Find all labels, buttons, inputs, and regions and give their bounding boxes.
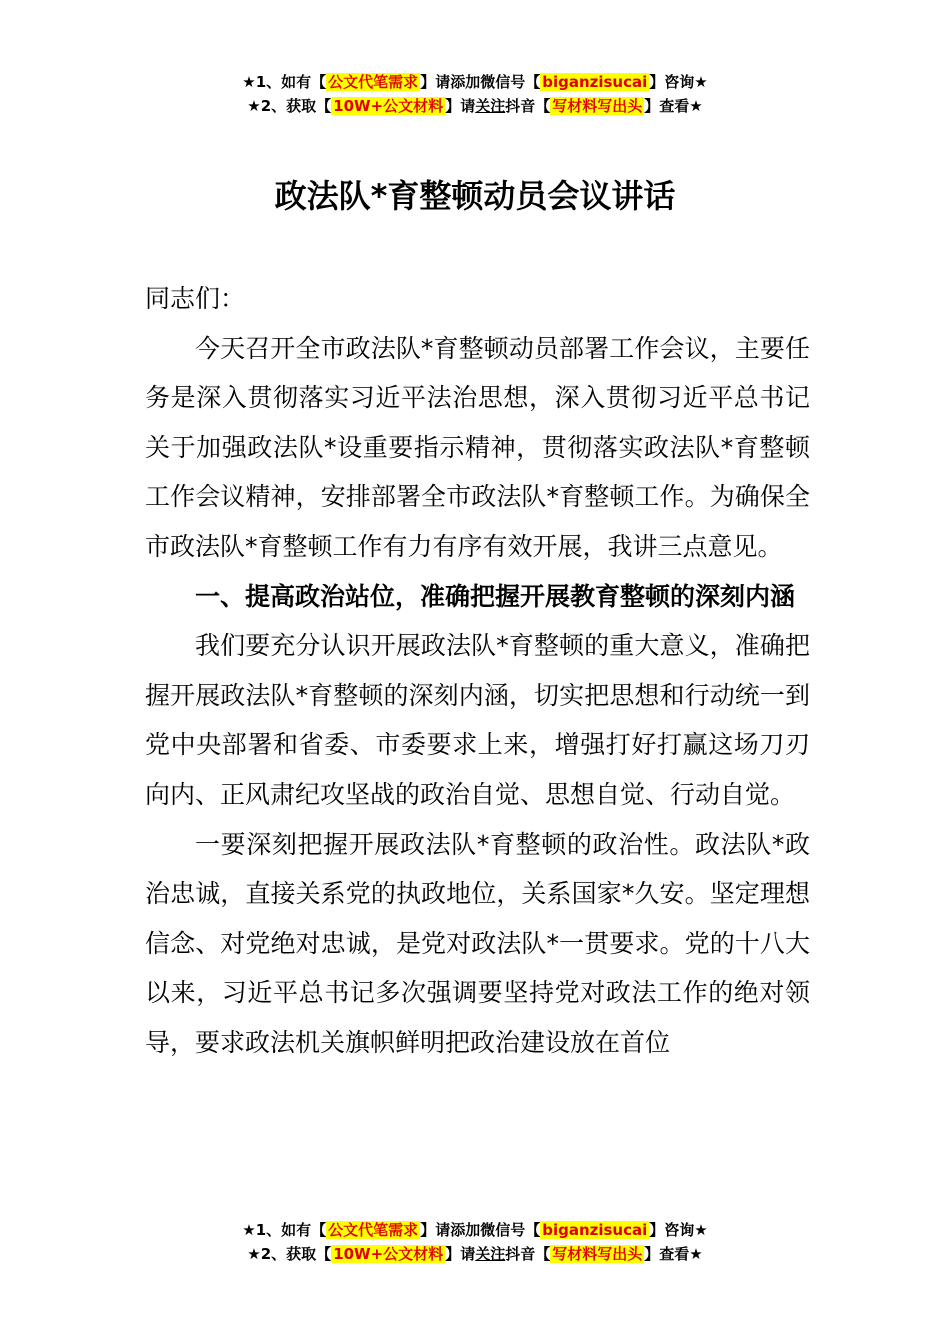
banner-highlight: 写材料写出头	[552, 1245, 643, 1263]
banner-text: 】请	[445, 1245, 476, 1263]
banner-highlight: 10W+公文材料	[333, 97, 444, 115]
banner-text: ★2、获取【	[247, 1245, 332, 1263]
banner-line-1	[0, 70, 950, 94]
banner-wechat-id: biganzisucai	[542, 1221, 648, 1239]
paragraph: 我们要充分认识开展政法队*育整顿的重大意义，准确把握开展政法队*育整顿的深刻内涵，切实把思想和行动统一到党中央部署和省委、市委要求上来，增强打好打赢这场刀刃向内、正风肃纪攻坚战的政治自觉、思想自觉、行动自觉。	[145, 631, 810, 809]
banner-text: 抖音【	[505, 97, 551, 115]
paragraph: 一要深刻把握开展政法队*育整顿的政治性。政法队*政治忠诚，直接关系党的执政地位，关系国家*久安。坚定理想信念、对党绝对忠诚，是党对政法队*一贯要求。党的十八大以来，习近平总书记多次强调要坚持党对政法工作的绝对领导，要求政法机关旗帜鲜明把政治建设放在首位	[145, 829, 810, 1057]
paragraph: 今天召开全市政法队*育整顿动员部署工作会议，主要任务是深入贯彻落实习近平法治思想，深入贯彻习近平总书记关于加强政法队*设重要指示精神，贯彻落实政法队*育整顿工作会议精神，安排部署全市政法队*育整顿工作。为确保全市政法队*育整顿工作有力有序有效开展，我讲三点意见。	[145, 333, 810, 561]
top-banner	[0, 70, 950, 118]
banner-text: ★2、获取【	[247, 97, 332, 115]
salutation: 同志们：	[145, 284, 246, 313]
banner-text: ★1、如有【	[242, 1221, 327, 1239]
banner-text: 】请	[445, 97, 476, 115]
bottom-banner	[0, 1218, 950, 1266]
section-heading: 一、提高政治站位，准确把握开展教育整顿的深刻内涵	[195, 581, 796, 611]
banner-text: 】请添加微信号【	[420, 73, 541, 91]
document-title: 政法队*育整顿动员会议讲话	[274, 177, 676, 215]
banner-text: 】查看★	[644, 97, 703, 115]
banner-text: ★1、如有【	[242, 73, 327, 91]
banner-wechat-id: biganzisucai	[542, 73, 648, 91]
banner-text: 】咨询★	[649, 73, 708, 91]
banner-text: 】咨询★	[649, 1221, 708, 1239]
banner-highlight: 写材料写出头	[552, 97, 643, 115]
banner-highlight: 10W+公文材料	[333, 1245, 444, 1263]
banner-highlight: 公文代笔需求	[328, 73, 419, 91]
banner-line-2	[0, 94, 950, 118]
banner-line-1	[0, 1218, 950, 1242]
banner-underline: 关注	[475, 1245, 506, 1263]
banner-highlight: 公文代笔需求	[328, 1221, 419, 1239]
banner-text: 】请添加微信号【	[420, 1221, 541, 1239]
banner-text: 抖音【	[505, 1245, 551, 1263]
document-body	[145, 274, 810, 1068]
banner-text: 】查看★	[644, 1245, 703, 1263]
banner-line-2	[0, 1242, 950, 1266]
banner-underline: 关注	[475, 97, 506, 115]
